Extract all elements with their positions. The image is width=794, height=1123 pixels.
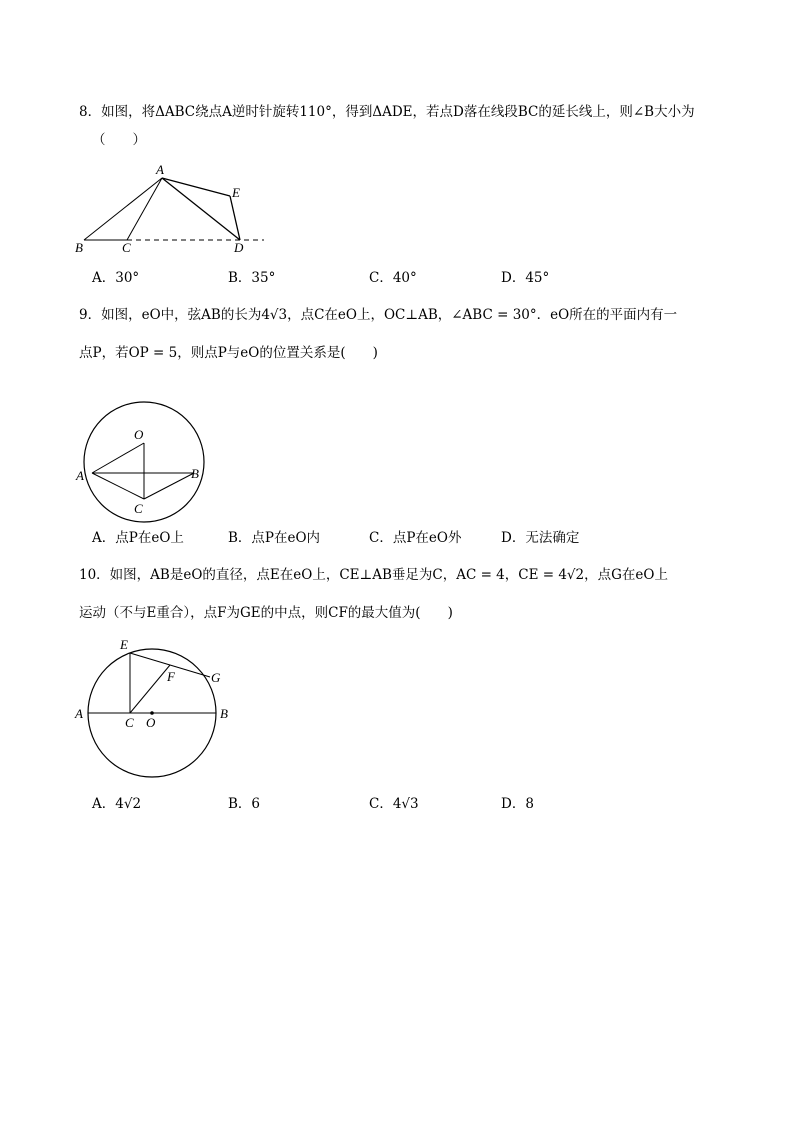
q8-answer-blank: （ ） xyxy=(92,132,146,148)
q9-figure xyxy=(72,380,232,520)
q10-option-a: A．4√2 xyxy=(92,796,142,812)
q9-label-o: O xyxy=(134,427,144,442)
q9-text-line2: 点P，若OP = 5，则点P与eO的位置关系是( ) xyxy=(79,345,378,361)
q10-label-b: B xyxy=(220,706,228,721)
q9-label-b: B xyxy=(191,466,199,481)
q10-figure xyxy=(72,636,242,786)
q10-option-c: C．4√3 xyxy=(369,796,419,812)
q9-segment-bc xyxy=(144,473,194,499)
q8-option-c: C．40° xyxy=(369,270,417,286)
q9-option-d: D．无法确定 xyxy=(501,530,580,546)
q9-option-c: C．点P在eO外 xyxy=(369,530,462,546)
q10-text-line2: 运动（不与E重合），点F为GE的中点，则CF的最大值为( ) xyxy=(79,605,453,621)
q10-option-b: B．6 xyxy=(228,796,261,812)
q10-label-f: F xyxy=(167,669,175,684)
q10-label-o: O xyxy=(146,715,156,730)
q8-text-line1: 8．如图，将ΔABC绕点A逆时针旋转110°，得到ΔADE，若点D落在线段BC的延长线上，则∠B大小为 xyxy=(79,104,695,120)
q8-option-a: A．30° xyxy=(92,270,140,286)
q8-option-d: D．45° xyxy=(501,270,550,286)
q9-option-a: A．点P在eO上 xyxy=(92,530,184,546)
q8-label-b: B xyxy=(75,240,83,255)
q8-option-b: B．35° xyxy=(228,270,276,286)
q9-segment-oa xyxy=(92,443,144,473)
q8-label-e: E xyxy=(232,185,240,200)
q10-label-g: G xyxy=(211,670,221,685)
q8-segment-ac xyxy=(127,178,162,240)
q10-text-line1: 10．如图，AB是eO的直径，点E在eO上，CE⊥AB垂足为C，AC = 4，CE = 4√2，点G在eO上 xyxy=(79,567,668,583)
q9-label-a: A xyxy=(76,468,84,483)
q10-segment-cf xyxy=(130,665,170,713)
q8-segment-ae xyxy=(162,178,230,196)
q10-label-e: E xyxy=(120,637,128,652)
q9-option-b: B．点P在eO内 xyxy=(228,530,321,546)
q9-text-line1: 9．如图，eO中，弦AB的长为4√3，点C在eO上，OC⊥AB，∠ABC = 30°．eO所在的平面内有一 xyxy=(79,307,678,323)
q10-label-a: A xyxy=(75,706,83,721)
q9-label-c: C xyxy=(134,501,143,516)
q8-label-d: D xyxy=(234,240,244,255)
q8-segment-ad xyxy=(162,178,240,240)
q9-segment-ac xyxy=(92,473,144,499)
q10-option-d: D．8 xyxy=(501,796,534,812)
q8-label-a: A xyxy=(156,162,164,177)
q8-label-c: C xyxy=(122,240,131,255)
q8-figure xyxy=(72,164,272,254)
q8-segment-ab xyxy=(84,178,162,240)
q10-label-c: C xyxy=(125,715,134,730)
